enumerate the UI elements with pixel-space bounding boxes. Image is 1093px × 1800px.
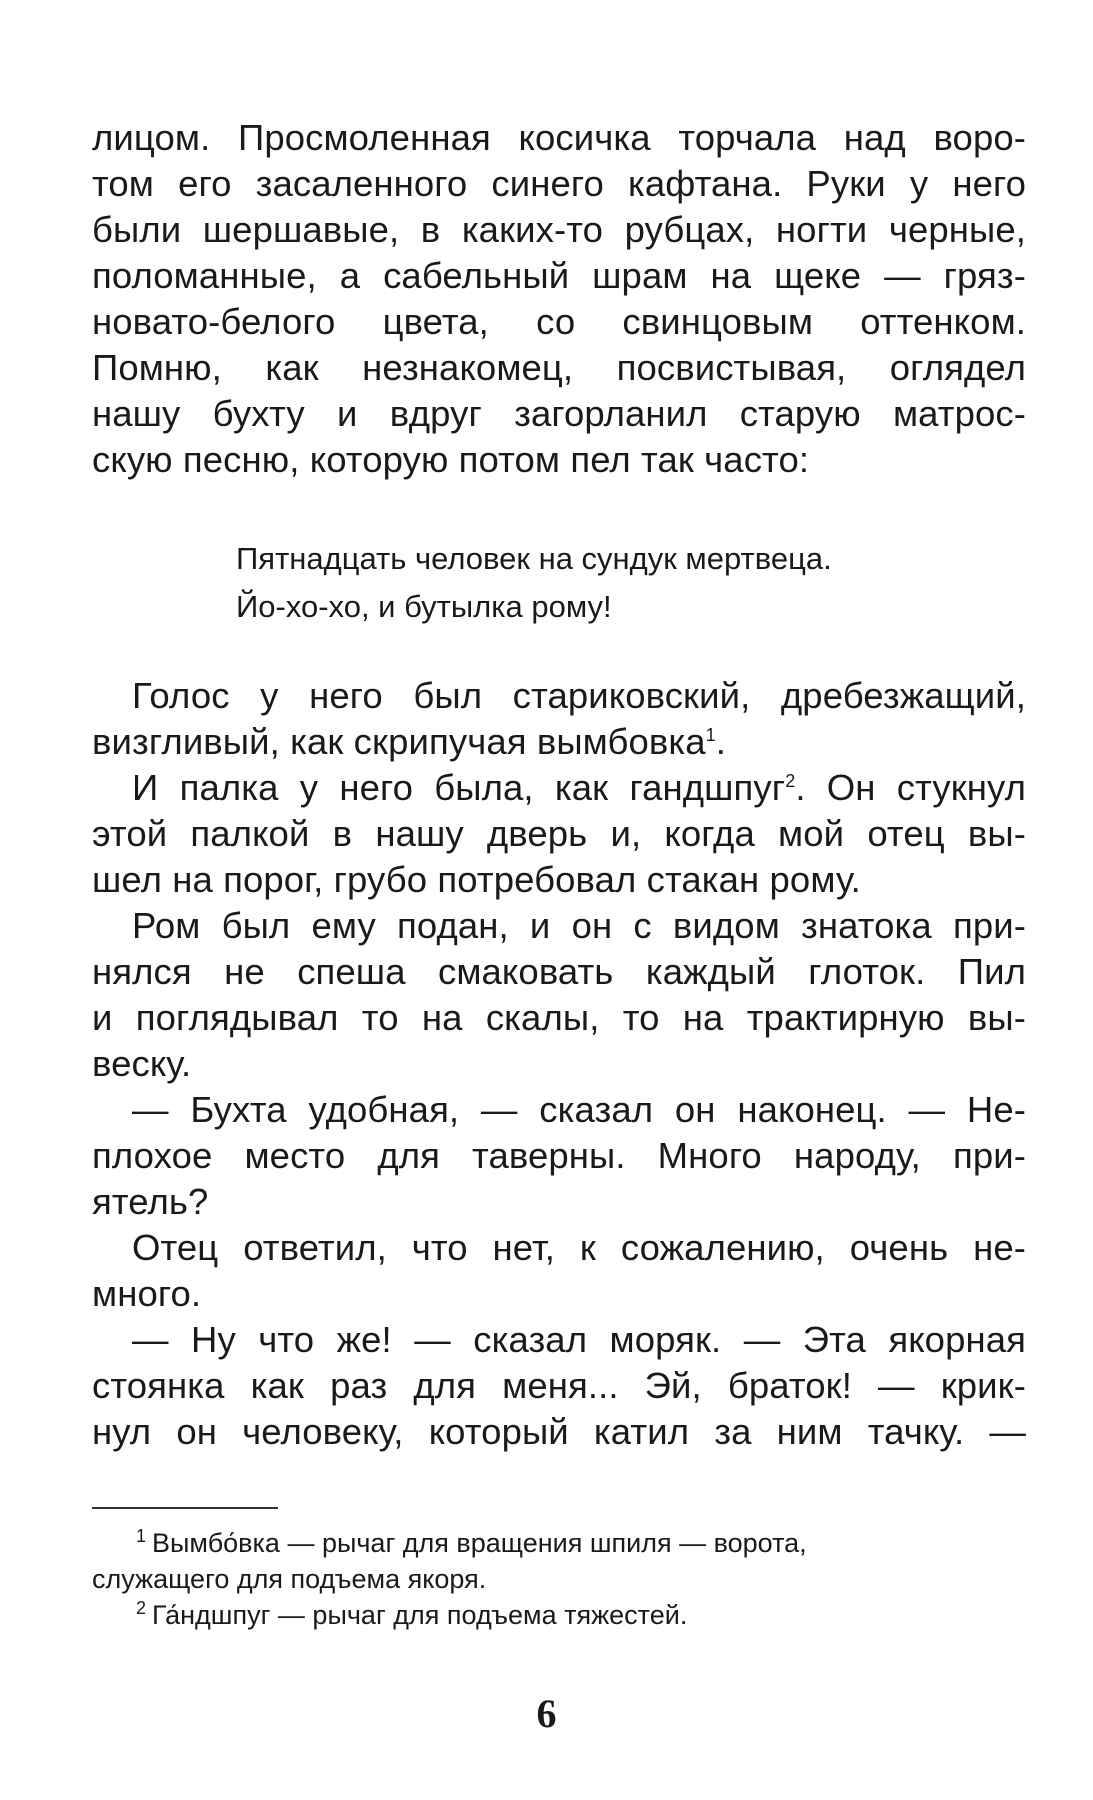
- text-line: нялся не спеша смаковать каждый глоток. Пил: [92, 951, 1026, 992]
- footnote-mark: 2: [136, 1598, 147, 1618]
- footnotes: [92, 1525, 1026, 1633]
- text-line: — Ну что же! — сказал моряк. — Эта якорная: [132, 1319, 1026, 1360]
- text-line: Ром был ему подан, и он с видом знатока при-: [132, 905, 1026, 946]
- text-line: много.: [92, 1273, 202, 1314]
- page-number: 6: [536, 1691, 557, 1736]
- text-line: [92, 765, 1026, 811]
- footnote-1: [92, 1525, 1026, 1561]
- footnote-2: [92, 1597, 1026, 1633]
- text-line: были шершавые, в каких-то рубцах, ногти черные,: [92, 209, 1026, 250]
- text-line: стоянка как раз для меня... Эй, браток! — крик-: [92, 1365, 1026, 1406]
- text-line: [92, 719, 1026, 765]
- footnote-text: Га́ндшпуг — рычаг для подъема тяжестей.: [152, 1600, 688, 1630]
- text-line: плохое место для таверны. Много народу, при-: [92, 1135, 1026, 1176]
- text-block-main: [92, 673, 1026, 1455]
- footnote-ref-2: 2: [785, 770, 796, 791]
- text-span: И палка у него была, как гандшпуг: [132, 767, 786, 808]
- footnote-ref-1: 1: [705, 724, 716, 745]
- footnote-mark: 1: [136, 1526, 147, 1546]
- text-line: и поглядывал то на скалы, то на трактирную вы-: [92, 997, 1026, 1038]
- text-line: новато-белого цвета, со свинцовым оттенком.: [92, 301, 1026, 342]
- text-line: — Бухта удобная, — сказал он наконец. — Не-: [132, 1089, 1026, 1130]
- text-line: шел на порог, грубо потребовал стакан рому.: [92, 859, 861, 900]
- text-span: . Он стукнул: [795, 767, 1027, 808]
- footnote-divider: [92, 1507, 278, 1509]
- verse-line: Пятнадцать человек на сундук мертвеца.: [236, 541, 832, 576]
- text-line: Отец ответил, что нет, к сожалению, очень не-: [132, 1227, 1026, 1268]
- text-span: визгливый, как скрипучая вымбовка: [92, 721, 706, 762]
- verse-line: Йо-хо-хо, и бутылка рому!: [236, 589, 612, 624]
- text-line: лицом. Просмоленная косичка торчала над воро-: [92, 117, 1026, 158]
- text-line: Помню, как незнакомец, посвистывая, оглядел: [92, 347, 1026, 388]
- text-block-top: [92, 115, 1026, 483]
- text-line: этой палкой в нашу дверь и, когда мой отец вы-: [92, 813, 1026, 854]
- text-line: нул он человеку, который катил за ним тачку. —: [92, 1411, 1026, 1452]
- song-verse: [236, 535, 996, 631]
- text-line: нашу бухту и вдруг загорланил старую матрос-: [92, 393, 1026, 434]
- text-line: скую песню, которую потом пел так часто:: [92, 439, 810, 480]
- text-line: Голос у него был стариковский, дребезжащий,: [132, 675, 1026, 716]
- text-line: веску.: [92, 1043, 192, 1084]
- text-span: .: [715, 721, 726, 762]
- footnote-1-continued: служащего для подъема якоря.: [92, 1564, 487, 1594]
- footnote-text: Вымбо́вка — рычаг для вращения шпиля — ворота,: [152, 1528, 807, 1558]
- text-line: ятель?: [92, 1181, 209, 1222]
- text-line: поломанные, а сабельный шрам на щеке — гряз-: [92, 255, 1026, 296]
- text-line: том его засаленного синего кафтана. Руки у него: [92, 163, 1026, 204]
